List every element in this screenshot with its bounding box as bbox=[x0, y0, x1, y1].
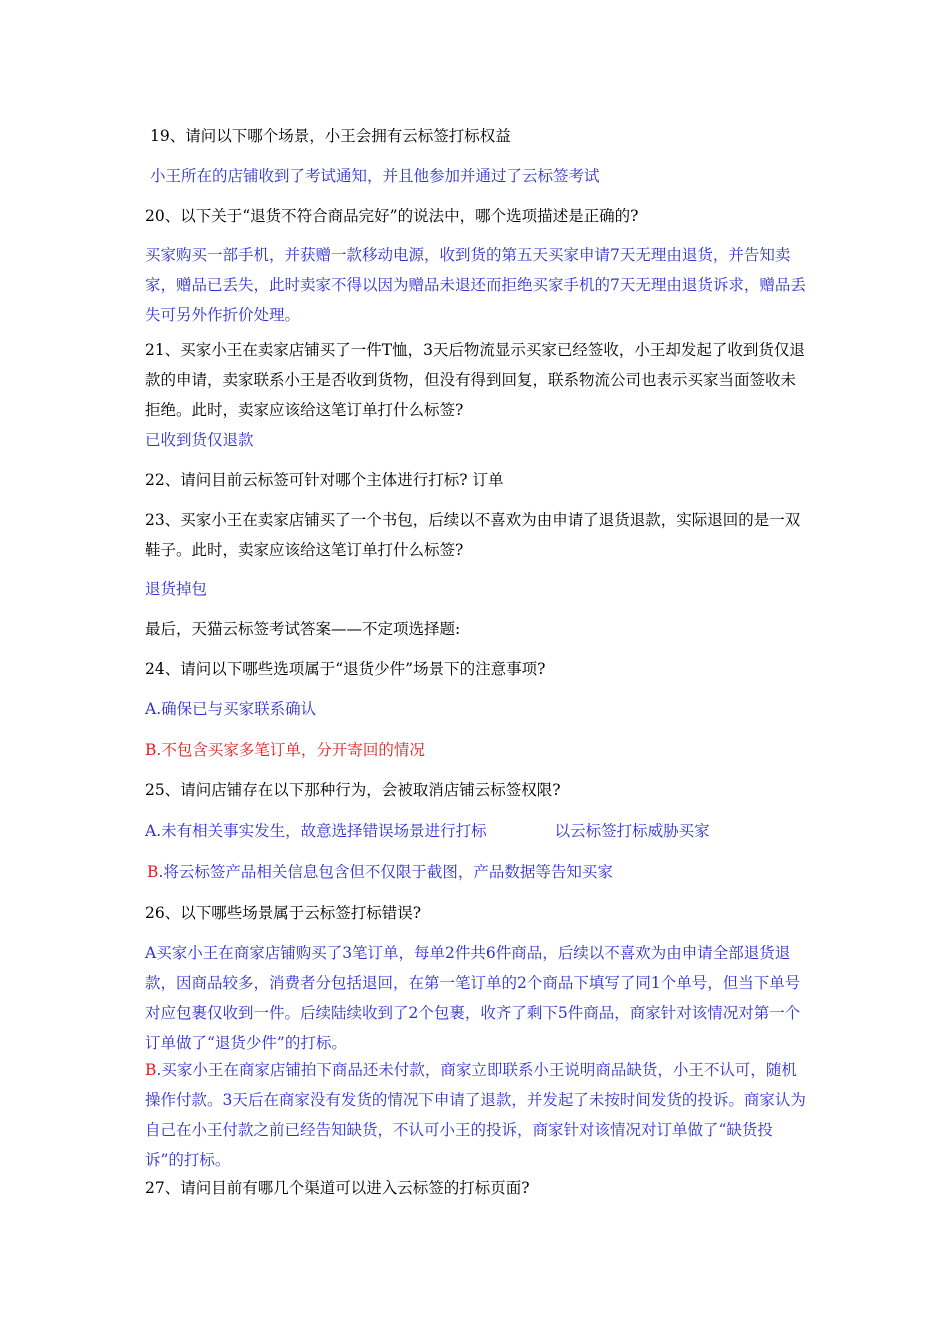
section-intro: 最后，天猫云标签考试答案——不定项选择题: bbox=[145, 620, 461, 638]
question-19: 19、请问以下哪个场景，小王会拥有云标签打标权益 bbox=[150, 127, 511, 145]
answer-26-b-letter: B bbox=[145, 1061, 157, 1079]
question-25: 25、请问店铺存在以下那种行为，会被取消店铺云标签权限? bbox=[145, 781, 561, 799]
question-21: 21、买家小王在卖家店铺买了一件T恤，3天后物流显示买家已经签收，小王却发起了收到货仅退款的申请，卖家联系小王是否收到货物，但没有得到回复，联系物流公司也表示买家当面签收未拒绝。此时，卖家应该给这笔订单打什么标签? bbox=[145, 341, 805, 419]
answer-24-a: A.确保已与买家联系确认 bbox=[145, 700, 317, 718]
answer-25-b-letter: B bbox=[147, 863, 159, 881]
answer-21: 已收到货仅退款 bbox=[145, 431, 254, 449]
answer-26-b bbox=[145, 1055, 811, 1175]
answer-20: 买家购买一部手机，并获赠一款移动电源，收到货的第五天买家申请7天无理由退货，并告知卖家，赠品已丢失，此时卖家不得以因为赠品未退还而拒绝买家手机的7天无理由退货诉求，赠品丢失可另外作折价处理。 bbox=[145, 246, 806, 324]
answer-24-b: B.不包含买家多笔订单，分开寄回的情况 bbox=[145, 741, 425, 759]
answer-23: 退货掉包 bbox=[145, 580, 208, 598]
question-27: 27、请问目前有哪几个渠道可以进入云标签的打标页面? bbox=[145, 1179, 530, 1197]
question-24: 24、请问以下哪些选项属于“退货少件”场景下的注意事项? bbox=[145, 660, 546, 678]
answer-25-b bbox=[147, 857, 813, 887]
answer-25-b-text: .将云标签产品相关信息包含但不仅限于截图，产品数据等告知买家 bbox=[158, 863, 613, 881]
answer-26-a: A买家小王在商家店铺购买了3笔订单，每单2件共6件商品，后续以不喜欢为由申请全部退货退款，因商品较多，消费者分包括退回，在第一笔订单的2个商品下填写了同1个单号，但当下单号对应包裹仅收到一件。后续陆续收到了2个包裹，收齐了剩下5件商品，商家针对该情况对第一个订单做了“退货少件”的打标。 bbox=[145, 944, 801, 1052]
answer-25-a-text: A.未有相关事实发生，故意选择错误场景进行打标 bbox=[145, 822, 487, 840]
answer-26-b-text: .买家小王在商家店铺拍下商品还未付款，商家立即联系小王说明商品缺货，小王不认可，随机操作付款。3天后在商家没有发货的情况下申请了退款，并发起了未按时间发货的投诉。商家认为自己在小王付款之前已经告知缺货，不认可小王的投诉，商家针对该情况对订单做了“缺货投诉”的打标。 bbox=[145, 1061, 806, 1169]
question-23: 23、买家小王在卖家店铺买了一个书包，后续以不喜欢为由申请了退货退款，实际退回的是一双鞋子。此时，卖家应该给这笔订单打什么标签? bbox=[145, 511, 801, 559]
answer-25-a-extra: 以云标签打标威胁买家 bbox=[554, 822, 710, 840]
answer-25-a bbox=[145, 816, 811, 846]
question-26: 26、以下哪些场景属于云标签打标错误? bbox=[145, 904, 422, 922]
answer-19: 小王所在的店铺收到了考试通知，并且他参加并通过了云标签考试 bbox=[150, 167, 600, 185]
question-20: 20、以下关于“退货不符合商品完好”的说法中，哪个选项描述是正确的? bbox=[145, 207, 639, 225]
question-22: 22、请问目前云标签可针对哪个主体进行打标? 订单 bbox=[145, 471, 504, 489]
